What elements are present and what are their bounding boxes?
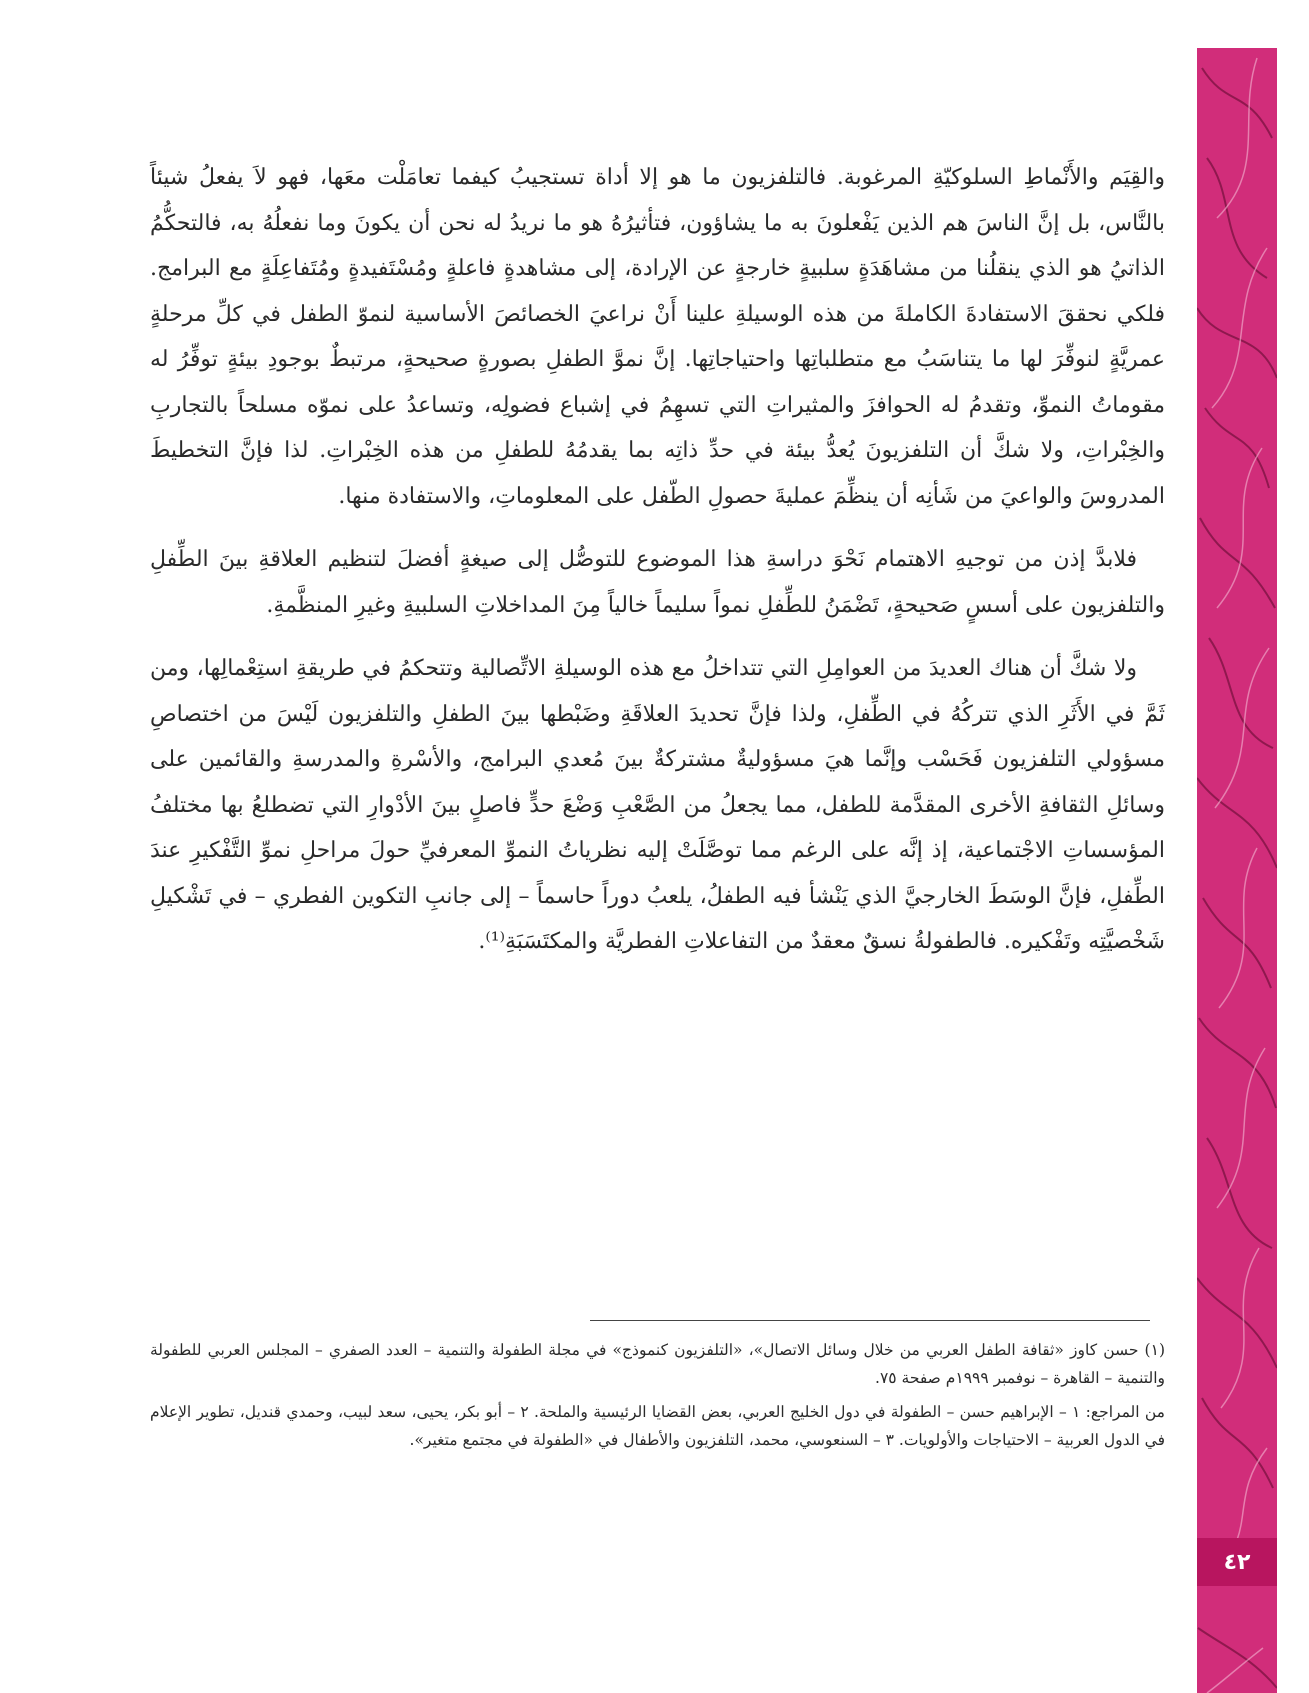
footnote-item: (١) حسن كاوز «ثقافة الطفل العربي من خلال وسائل الاتصال»، «التلفزيون كنموذج» في مجلة الطفولة والتنمية – العدد الصفري – المجلس العربي للطفولة والتنمية – القاهرة – نوفمبر ١٩٩٩م صفحة ٧٥. xyxy=(150,1341,1165,1387)
brush-pattern-graphic xyxy=(1197,48,1277,1693)
body-paragraph: فلابدَّ إذن من توجيهِ الاهتمام نَحْوَ دراسةِ هذا الموضوع للتوصُّل إلى صيغةٍ أفضلَ لتنظيم العلاقةِ بينَ الطِّفلِ والتلفزيون على أسسٍ صَحيحةٍ، تَضْمَنُ للطِّفلِ نمواً سليماً خالياً مِنَ المداخلاتِ السلبيةِ وغيرِ المنظَّمةِ. xyxy=(150,547,1165,618)
body-paragraph: ولا شكَّ أن هناك العديدَ من العوامِلِ التي تتداخلُ مع هذه الوسيلةِ الاتِّصالية وتتحكمُ في طريقةِ استِعْمالِها، ومن ثَمَّ في الأَثَرِ الذي تتركُهُ في الطِّفلِ، ولذا فإنَّ تحديدَ العلاقَةِ وضَبْطها بينَ الطفلِ والتلفزيون لَيْسَ من اختصاصِ مسؤولي التلفزيون فَحَسْب وإنَّما هيَ مسؤوليةٌ مشتركةٌ بينَ مُعدي البرامج، والأسْرةِ والمدرسةِ والقائمين على وسائلِ الثقافةِ الأخرى المقدَّمة للطفل، مما يجعلُ من الصَّعْبِ وَضْعَ حدٍّ فاصلٍ بينَ الأدْوارِ التي تضطلعُ بها مختلفُ المؤسساتِ الاجْتماعية، إذ إنَّه على الرغم مما توصَّلَتْ إليه نظرياتُ النموِّ المعرفيِّ حولَ مراحلِ نموِّ التَّفْكيرِ عندَ الطِّفلِ، فإنَّ الوسَطَ الخارجيَّ الذي يَنْشأ فيه الطفلُ، يلعبُ دوراً حاسماً – إلى جانبِ التكوين الفطري – في تَشْكيلِ شَخْصيَّتِه وتَفْكيره. فالطفولةُ نسقٌ معقدٌ من التفاعلاتِ الفطريَّة والمكتَسَبَةِ⁽¹⁾. xyxy=(150,656,1165,954)
page-number: ٤٢ xyxy=(1197,1538,1277,1586)
body-paragraph: والقِيَم والأَنْماطِ السلوكيّةِ المرغوبة. فالتلفزيون ما هو إلا أداة تستجيبُ كيفما تعامَلْت معَها، فهو لاَ يفعلُ شيئاً بالنَّاس، بل إنَّ الناسَ هم الذين يَفْعلونَ به ما يشاؤون، فتأثيرُهُ هو ما نريدُ له نحن أن يكونَ وما نفعلُهُ به، فالتحكُّمُ الذاتيُ هو الذي ينقلُنا من مشاهَدَةٍ سلبيةٍ خارجةٍ عن الإرادة، إلى مشاهدةٍ فاعلةٍ ومُسْتَفيدةٍ ومُتَفاعِلَةٍ مع البرامج. فلكي نحققَ الاستفادةَ الكاملةَ من هذه الوسيلةِ علينا أَنْ نراعيَ الخصائصَ الأساسية لنموّ الطفل في كلِّ مرحلةٍ عمريَّةٍ لنوفِّرَ لها ما يتناسَبُ مع متطلباتِها واحتياجاتِها. إنَّ نموَّ الطفلِ بصورةٍ صحيحةٍ، مرتبطٌ بوجودِ بيئةٍ توفِّرُ له مقوماتُ النموِّ، وتقدمُ له الحوافزَ والمثيراتِ التي تسهِمُ في إشباع فضولِه، وتساعدُ على نموّه مسلحاً بالتجاربِ والخِبْراتِ، ولا شكَّ أن التلفزيونَ يُعدُّ بيئة في حدِّ ذاتِه بما يقدمُهُ للطفلِ من هذه الخِبْراتِ. لذا فإنَّ التخطيطَ المدروسَ والواعيَ من شَأنِه أن ينظِّمَ عمليةَ حصولِ الطّفل على المعلوماتِ، والاستفادة منها. xyxy=(150,165,1165,509)
decorative-side-band xyxy=(1197,48,1277,1693)
main-text-column xyxy=(150,155,1165,983)
footnote-divider xyxy=(590,1320,1150,1321)
footnote-item: من المراجع: ١ – الإبراهيم حسن – الطفولة في دول الخليج العربي، بعض القضايا الرئيسية والملحة. ٢ – أبو بكر، يحيى، سعد لبيب، وحمدي قنديل، تطوير الإعلام في الدول العربية – الاحتياجات والأولويات. ٣ – السنعوسي، محمد، التلفزيون والأطفال في «الطفولة في مجتمع متغير». xyxy=(150,1403,1165,1449)
footnotes xyxy=(150,1336,1165,1460)
